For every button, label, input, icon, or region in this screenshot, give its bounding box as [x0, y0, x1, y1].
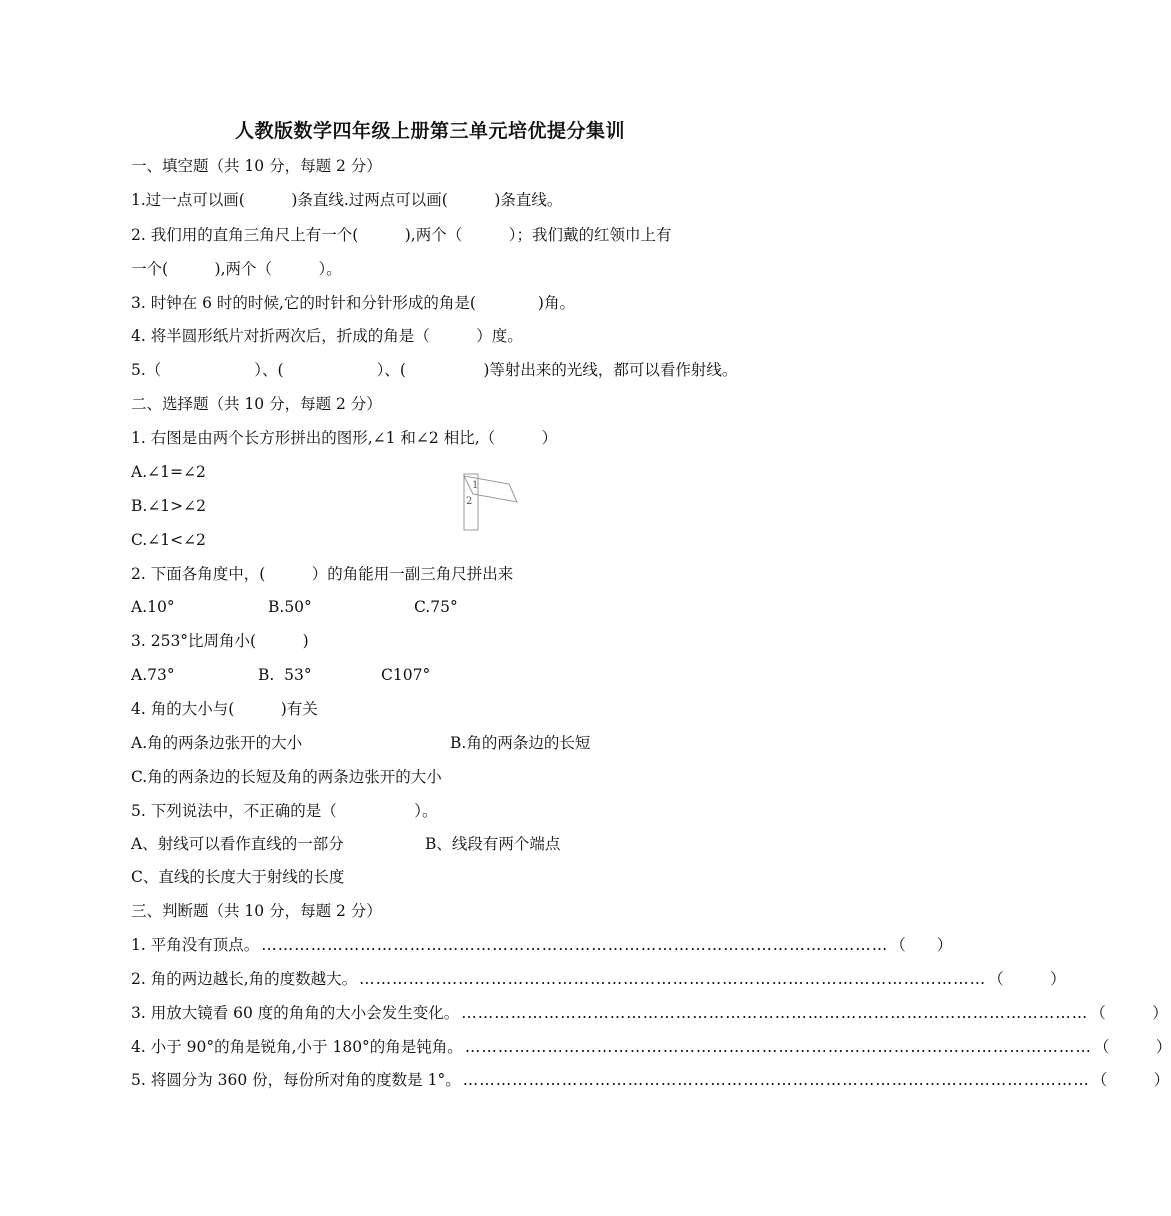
answer-blank: （ ）: [1091, 1071, 1170, 1089]
judge-item-2: [131, 968, 1066, 990]
dot-leader: ……………………………………………………………………………………………………: [359, 970, 987, 988]
section-fill-in-heading: 一、填空题（共 10 分，每题 2 分）: [131, 157, 382, 175]
judge-statement: 1. 平角没有顶点。: [131, 936, 260, 954]
choice-2-option-b: B.50°: [268, 598, 312, 616]
fill-question-3: 3. 时钟在 6 时的时候,它的时针和分针形成的角是( )角。: [131, 294, 575, 312]
choice-4-option-b: B.角的两条边的长短: [450, 734, 591, 752]
page-title: 人教版数学四年级上册第三单元培优提分集训: [234, 120, 625, 142]
judge-item-5: [131, 1069, 1170, 1091]
choice-question-2: 2. 下面各角度中，( ）的角能用一副三角尺拼出来: [131, 565, 514, 583]
choice-4-option-a: A.角的两条边张开的大小: [131, 734, 303, 752]
dot-leader: ……………………………………………………………………………………………………: [261, 936, 889, 954]
section-choice-heading: 二、选择题（共 10 分，每题 2 分）: [131, 395, 382, 413]
choice-question-5: 5. 下列说法中，不正确的是（ ）。: [131, 802, 438, 820]
judge-statement: 5. 将圆分为 360 份，每份所对角的度数是 1°。: [131, 1071, 461, 1089]
fill-question-5: 5.（ ）、( ）、( )等射出来的光线，都可以看作射线。: [131, 361, 738, 379]
two-rectangles-figure: [455, 462, 525, 532]
answer-blank: （ ）: [988, 970, 1066, 988]
judge-item-3: [131, 1002, 1168, 1024]
dot-leader: ……………………………………………………………………………………………………: [464, 1038, 1092, 1056]
choice-4-option-c: C.角的两条边的长短及角的两条边张开的大小: [131, 768, 442, 786]
dot-leader: ……………………………………………………………………………………………………: [461, 1004, 1089, 1022]
choice-2-option-a: A.10°: [131, 598, 175, 616]
angle-2-label: 2: [466, 496, 473, 507]
judge-statement: 2. 角的两边越长,角的度数越大。: [131, 970, 358, 988]
choice-3-option-a: A.73°: [131, 666, 175, 684]
choice-question-1: 1. 右图是由两个长方形拼出的图形,∠1 和∠2 相比,（ ）: [131, 429, 558, 447]
choice-1-option-c: C.∠1<∠2: [131, 531, 206, 549]
choice-question-3: 3. 253°比周角小( ): [131, 632, 309, 650]
section-judge-heading: 三、判断题（共 10 分，每题 2 分）: [131, 902, 382, 920]
choice-1-option-a: A.∠1=∠2: [131, 463, 206, 481]
dot-leader: ……………………………………………………………………………………………………: [462, 1071, 1090, 1089]
choice-1-option-b: B.∠1>∠2: [131, 497, 207, 515]
choice-question-4: 4. 角的大小与( )有关: [131, 700, 318, 718]
judge-item-4: [131, 1036, 1171, 1058]
answer-blank: （ ）: [1093, 1038, 1171, 1056]
fill-question-2-line1: 2. 我们用的直角三角尺上有一个( ),两个（ ）；我们戴的红领巾上有: [131, 226, 672, 244]
judge-statement: 3. 用放大镜看 60 度的角角的大小会发生变化。: [131, 1004, 460, 1022]
fill-question-2-line2: 一个( ),两个（ ）。: [131, 260, 342, 278]
angle-1-label: 1: [472, 480, 479, 491]
judge-statement: 4. 小于 90°的角是锐角,小于 180°的角是钝角。: [131, 1038, 463, 1056]
choice-3-option-b: B. 53°: [258, 666, 312, 684]
choice-5-option-c: C、直线的长度大于射线的长度: [131, 868, 345, 886]
answer-blank: （ ）: [1090, 1004, 1168, 1022]
fill-question-4: 4. 将半圆形纸片对折两次后，折成的角是（ ）度。: [131, 327, 523, 345]
choice-2-option-c: C.75°: [414, 598, 458, 616]
fill-question-1: 1.过一点可以画( )条直线.过两点可以画( )条直线。: [131, 191, 563, 209]
choice-5-option-a: A、射线可以看作直线的一部分: [131, 835, 344, 853]
answer-blank: （ ）: [890, 936, 953, 954]
judge-item-1: [131, 934, 953, 956]
choice-5-option-b: B、线段有两个端点: [425, 835, 561, 853]
choice-3-option-c: C107°: [381, 666, 431, 684]
